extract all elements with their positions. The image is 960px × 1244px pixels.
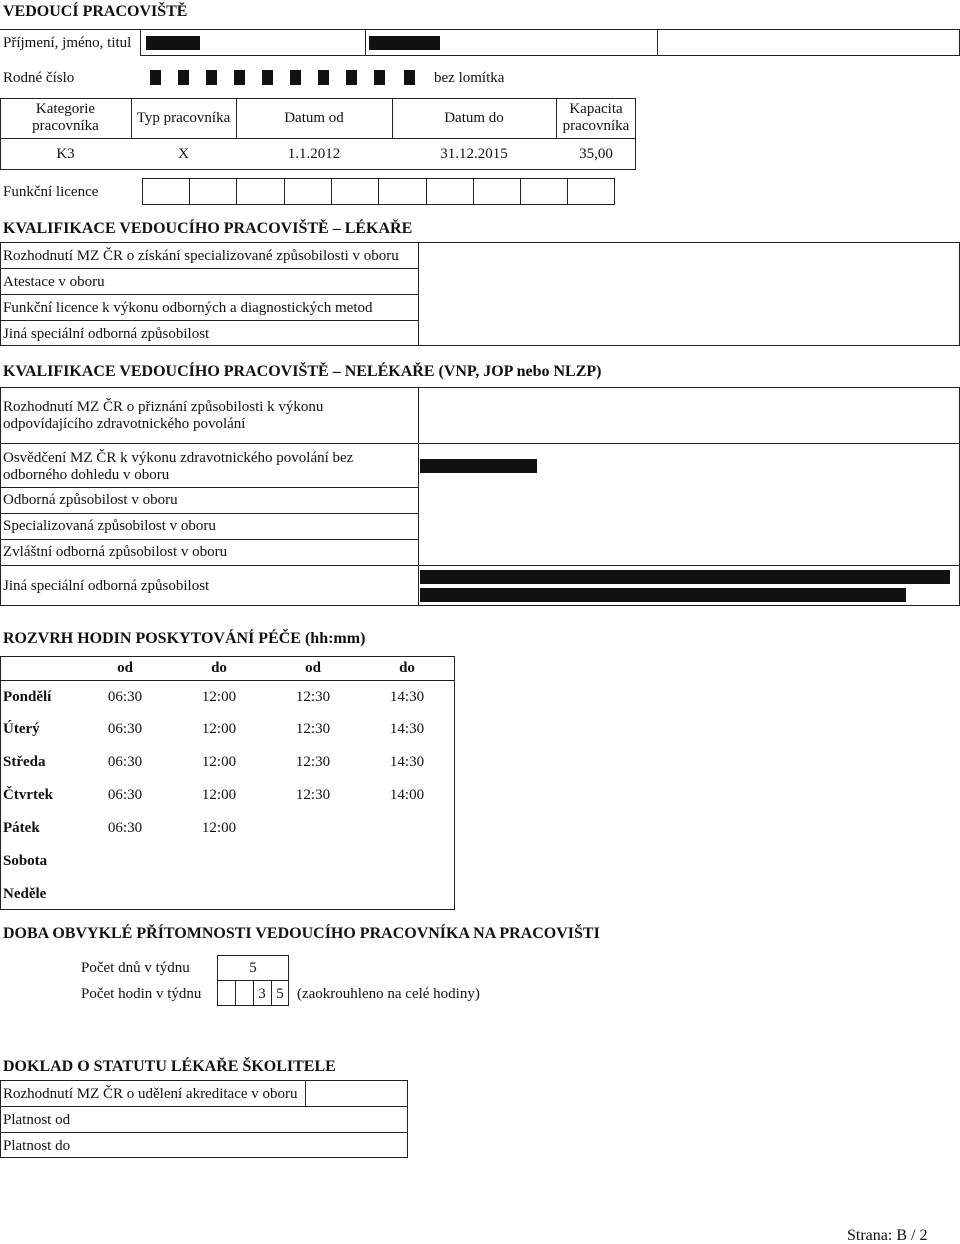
section-title-presence: DOBA OBVYKLÉ PŘÍTOMNOSTI VEDOUCÍHO PRACOVNÍKA NA PRACOVIŠTI: [3, 925, 600, 942]
time-cell[interactable]: 06:30: [107, 689, 143, 705]
day-label: Pondělí: [3, 689, 52, 705]
schedule-header: od: [305, 660, 321, 676]
birth-number-field[interactable]: [150, 70, 430, 86]
schedule-header: od: [117, 660, 133, 676]
title-field[interactable]: [657, 29, 960, 56]
header-capacity: Kapacita pracovníka: [562, 101, 630, 134]
time-cell[interactable]: 14:00: [389, 787, 425, 803]
hours-label: Počet hodin v týdnu: [81, 986, 202, 1002]
time-cell[interactable]: 12:30: [295, 721, 331, 737]
time-cell[interactable]: 14:30: [389, 689, 425, 705]
days-value: 5: [249, 960, 257, 976]
time-cell[interactable]: 12:30: [295, 787, 331, 803]
day-label: Neděle: [3, 886, 47, 902]
qual-nondoctor-row: Osvědčení MZ ČR k výkonu zdravotnického povolání bez odborného dohledu v oboru: [3, 450, 354, 483]
qual-doctor-row: Atestace v oboru: [3, 274, 105, 290]
redacted-firstname: [369, 36, 440, 50]
time-cell[interactable]: 06:30: [107, 787, 143, 803]
qual-doctor-row: Funkční licence k výkonu odborných a diagnostických metod: [3, 300, 373, 316]
cell-category[interactable]: K3: [56, 146, 75, 162]
cell-capacity[interactable]: 35,00: [579, 146, 613, 162]
licence-label: Funkční licence: [3, 184, 99, 200]
schedule-header: do: [211, 660, 227, 676]
trainer-row: Platnost do: [3, 1138, 71, 1154]
header-date-from: Datum od: [284, 110, 344, 126]
time-cell[interactable]: 12:30: [295, 754, 331, 770]
section-title-qual-doctor: KVALIFIKACE VEDOUCÍHO PRACOVIŠTĚ – LÉKAŘE: [3, 220, 413, 237]
time-cell[interactable]: 14:30: [389, 721, 425, 737]
cell-date-to[interactable]: 31.12.2015: [440, 146, 508, 162]
header-category: Kategorie pracovníka: [32, 101, 99, 134]
time-cell[interactable]: 06:30: [107, 820, 143, 836]
trainer-row: Platnost od: [3, 1112, 71, 1128]
time-cell[interactable]: 06:30: [107, 721, 143, 737]
time-cell[interactable]: 12:30: [295, 689, 331, 705]
qual-nondoctor-row: Zvláštní odborná způsobilost v oboru: [3, 544, 228, 560]
hours-digit: 3: [258, 986, 266, 1002]
redacted-field: [420, 570, 950, 584]
time-cell[interactable]: 12:00: [201, 754, 237, 770]
hours-digit: 5: [276, 986, 284, 1002]
hours-note: (zaokrouhleno na celé hodiny): [297, 986, 480, 1002]
qual-doctor-row: Rozhodnutí MZ ČR o získání specializované způsobilosti v oboru: [3, 248, 399, 264]
qual-nondoctor-row: Odborná způsobilost v oboru: [3, 492, 178, 508]
qual-nondoctor-row: Jiná speciální odborná způsobilost: [3, 578, 210, 594]
time-cell[interactable]: 14:30: [389, 754, 425, 770]
cell-date-from[interactable]: 1.1.2012: [287, 146, 341, 162]
section-title-trainer: DOKLAD O STATUTU LÉKAŘE ŠKOLITELE: [3, 1058, 336, 1075]
redacted-field: [420, 588, 906, 602]
time-cell[interactable]: 12:00: [201, 721, 237, 737]
day-label: Středa: [3, 754, 46, 770]
time-cell[interactable]: 12:00: [201, 820, 237, 836]
qual-doctor-row: Jiná speciální odborná způsobilost: [3, 326, 210, 342]
qual-nondoctor-row: Rozhodnutí MZ ČR o přiznání způsobilosti k výkonu odpovídajícího zdravotnického povolání: [3, 399, 324, 432]
cell-type[interactable]: X: [178, 146, 189, 162]
section-title-schedule: ROZVRH HODIN POSKYTOVÁNÍ PÉČE (hh:mm): [3, 630, 366, 647]
day-label: Úterý: [3, 721, 40, 737]
section-title-head: VEDOUCÍ PRACOVIŠTĚ: [3, 3, 188, 20]
redacted-surname: [146, 36, 200, 50]
name-label: Příjmení, jméno, titul: [3, 35, 132, 51]
qual-nondoctor-row: Specializovaná způsobilost v oboru: [3, 518, 216, 534]
birth-note: bez lomítka: [434, 70, 505, 86]
birth-label: Rodné číslo: [3, 70, 75, 86]
day-label: Sobota: [3, 853, 48, 869]
section-title-qual-nondoctor: KVALIFIKACE VEDOUCÍHO PRACOVIŠTĚ – NELÉKAŘE (VNP, JOP nebo NLZP): [3, 363, 602, 380]
page-number: Strana: B / 2: [847, 1227, 928, 1244]
trainer-row: Rozhodnutí MZ ČR o udělení akreditace v oboru: [3, 1086, 298, 1102]
schedule-header: do: [399, 660, 415, 676]
time-cell[interactable]: 12:00: [201, 689, 237, 705]
days-label: Počet dnů v týdnu: [81, 960, 190, 976]
time-cell[interactable]: 06:30: [107, 754, 143, 770]
header-type: Typ pracovníka: [136, 110, 231, 126]
time-cell[interactable]: 12:00: [201, 787, 237, 803]
day-label: Pátek: [3, 820, 40, 836]
redacted-field: [420, 459, 537, 473]
header-date-to: Datum do: [444, 110, 504, 126]
qual-doctor-value-field[interactable]: [419, 243, 959, 345]
day-label: Čtvrtek: [3, 787, 53, 803]
